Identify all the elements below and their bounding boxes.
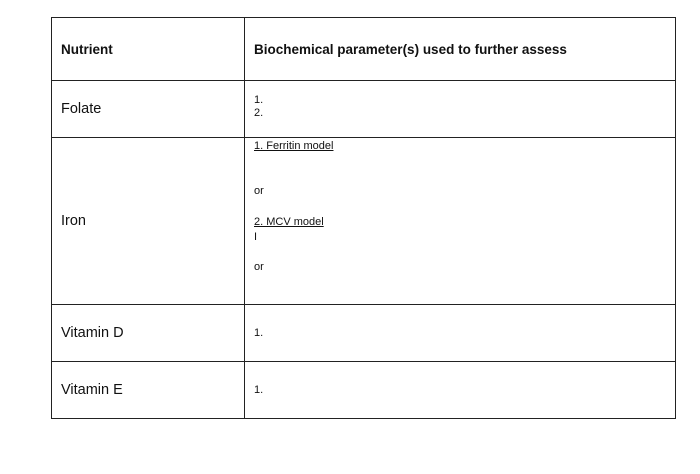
ferritin-model-link: 1. Ferritin model [254,140,334,152]
nutrient-cell [52,138,245,305]
parameter-line: 1. [254,326,264,339]
header-nutrient-label: Nutrient [61,41,113,57]
parameter-cell [245,81,676,138]
nutrient-name-vitamin-e: Vitamin E [61,382,123,398]
parameter-line-or: or [254,185,264,197]
table-row [52,81,676,138]
parameter-cell [245,362,676,419]
table-row [52,362,676,419]
parameter-cell [245,305,676,362]
nutrient-name-iron: Iron [61,213,86,229]
nutrient-cell [52,305,245,362]
nutrient-cell [52,362,245,419]
nutrient-name-vitamin-d: Vitamin D [61,325,124,341]
table-header-row [52,18,676,81]
parameter-line: I [254,231,258,243]
parameter-line-or: or [254,261,264,273]
parameter-line: 1. [254,94,264,106]
nutrient-name-folate: Folate [61,101,102,117]
parameter-cell [245,138,676,305]
header-parameter [245,18,676,81]
table-row [52,138,676,305]
parameter-line: 2. [254,107,264,119]
parameter-line: 1. [254,383,264,396]
header-parameter-label: Biochemical parameter(s) used to further assess [254,41,567,57]
table-row [52,305,676,362]
header-nutrient [52,18,245,81]
nutrient-cell [52,81,245,138]
mcv-model-link: 2. MCV model [254,216,324,228]
nutrient-assessment-table [51,17,676,419]
